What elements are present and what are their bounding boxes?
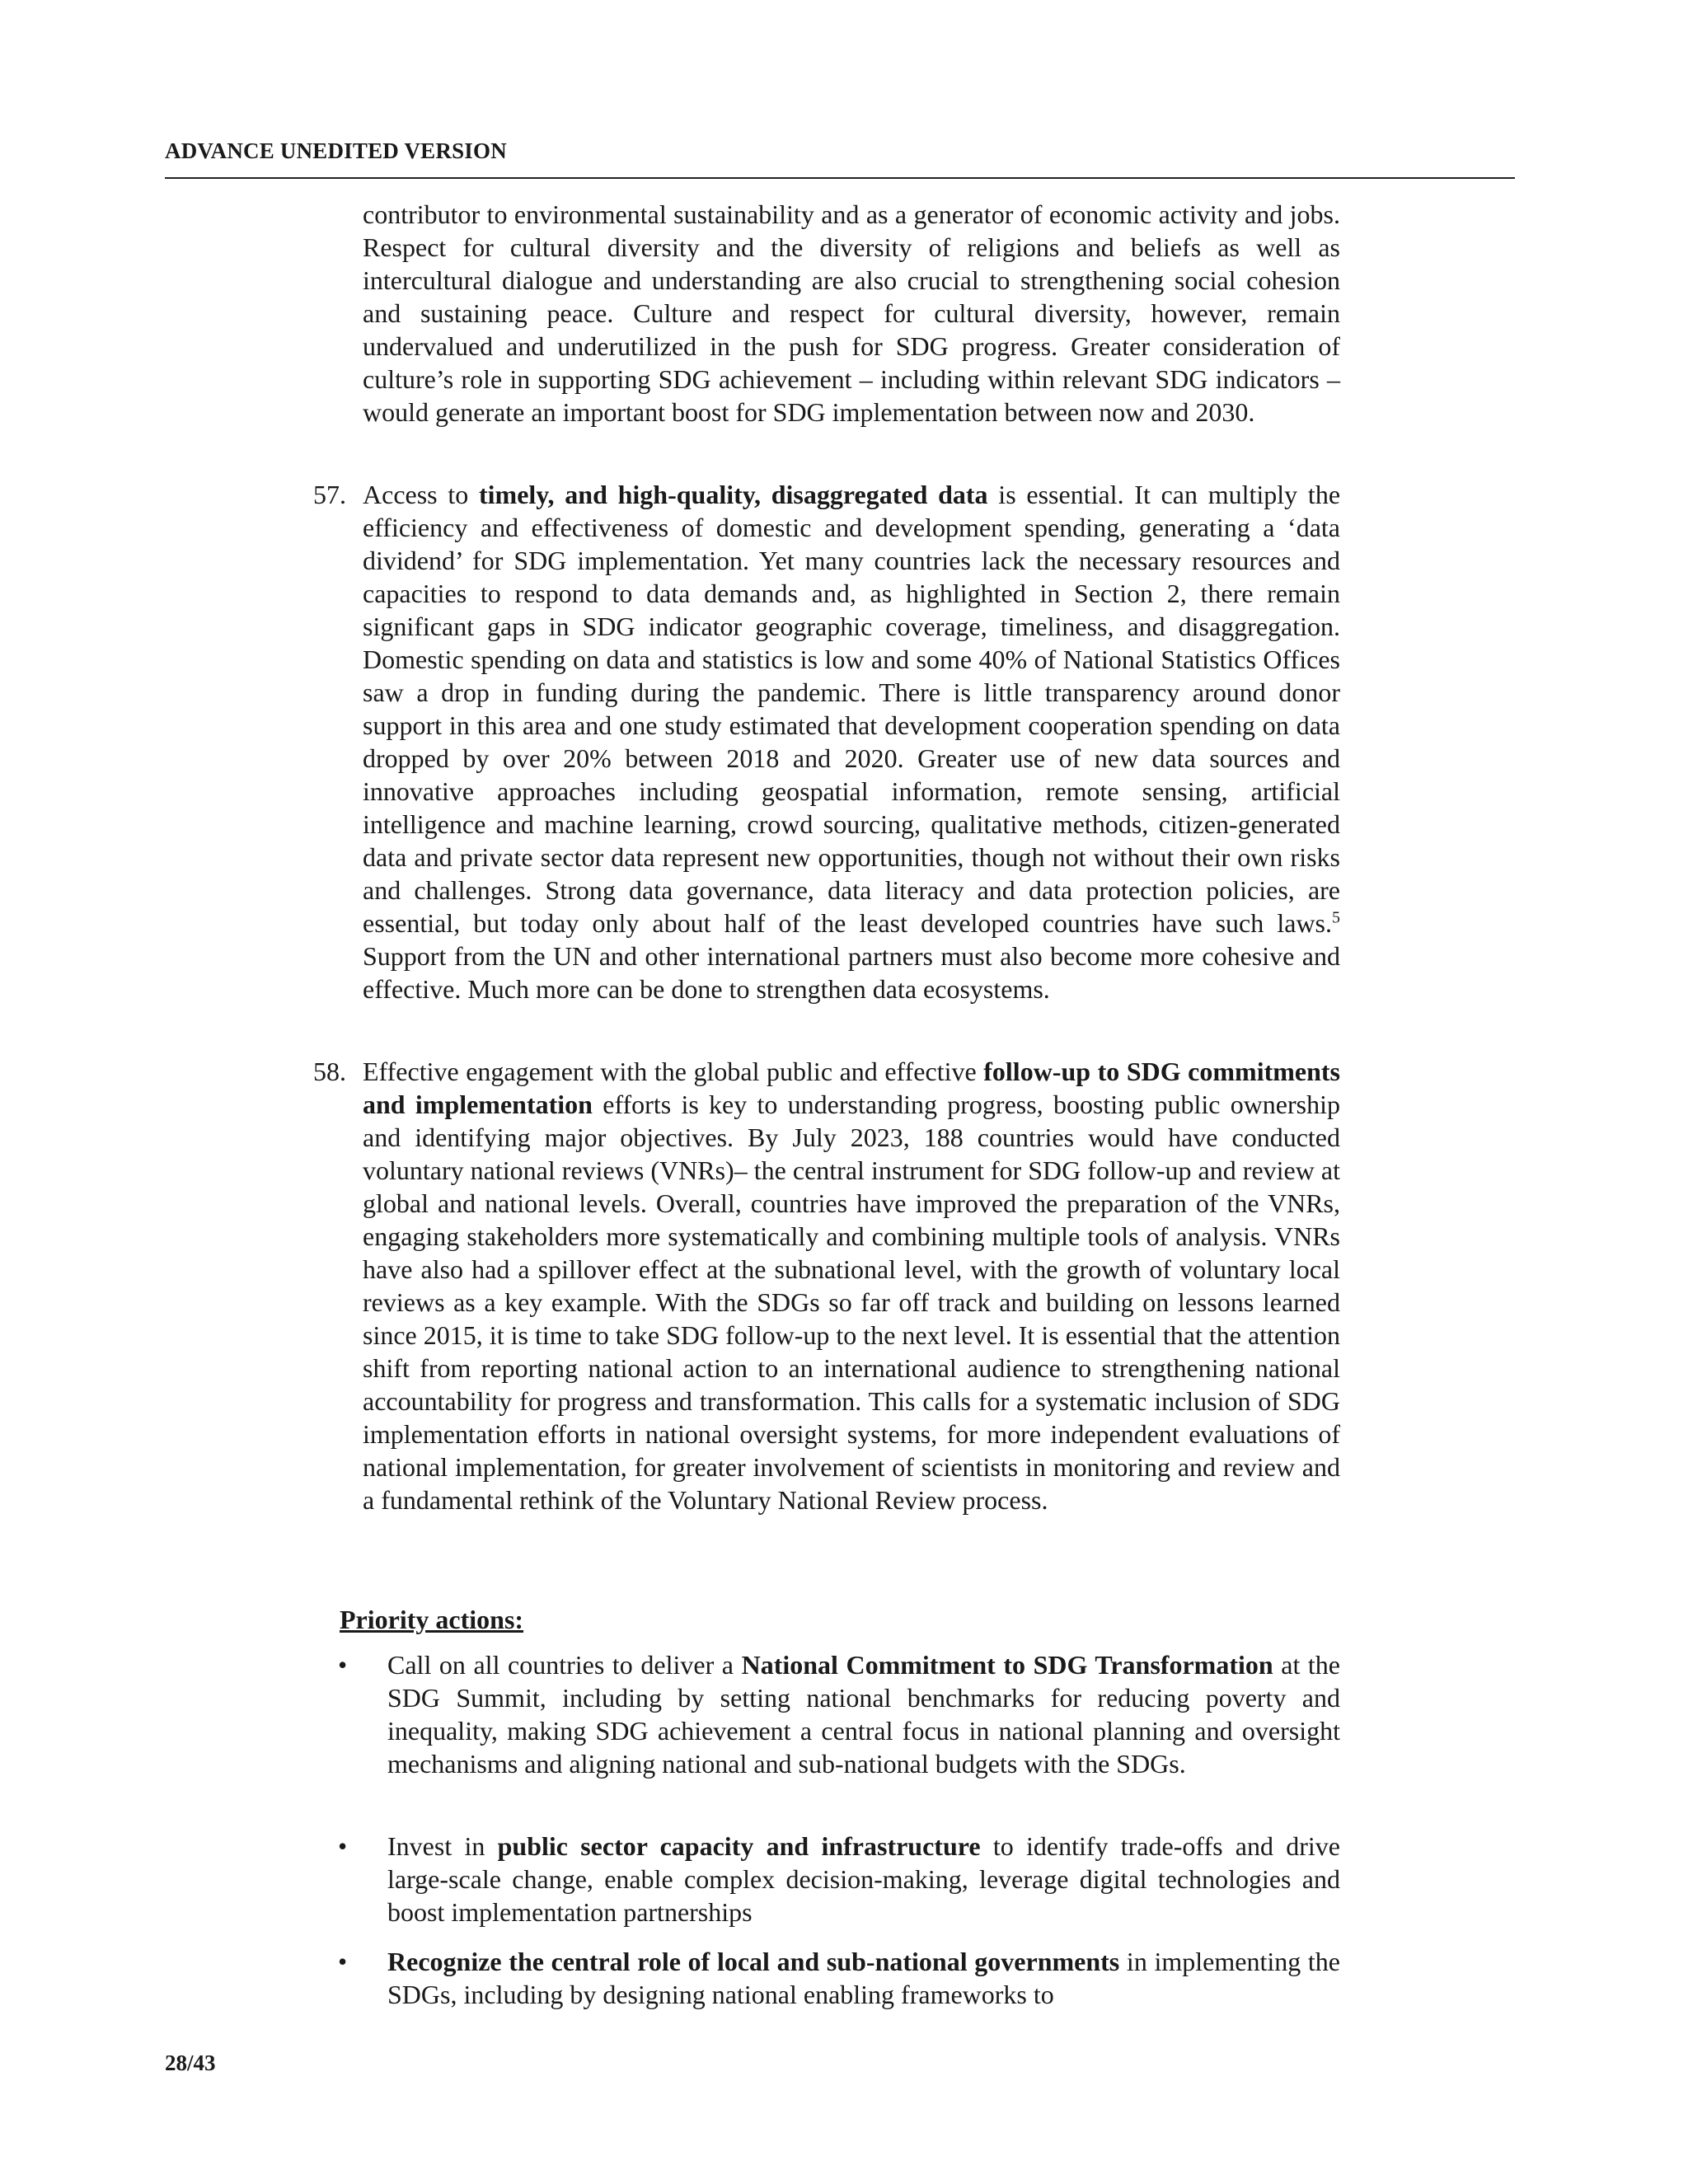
bullet-text-start: Invest in [387,1831,498,1861]
bullet-text-end: in implementing the SDGs, including by designing national enabling frameworks to [387,1947,1340,2009]
bullet-bold-phrase: National Commitment to SDG Transformation [741,1650,1273,1680]
p57-text-end: Support from the UN and other international partners must also become more cohesive and effective. Much more can be done to strengthen data ecosystems. [363,941,1340,1004]
document-header: ADVANCE UNEDITED VERSION [165,138,507,163]
footnote-ref-5[interactable]: 5 [1332,908,1340,927]
bullet-symbol: • [338,1650,348,1680]
bullet-bold-phrase: Recognize the central role of local and sub-national governments [387,1947,1120,1976]
bullet-text-start: Call on all countries to deliver a [387,1650,742,1680]
paragraph-number-57: 57. [313,480,346,509]
paragraph-58 [363,1055,1340,1516]
page-number: 28/43 [165,2050,216,2075]
paragraph-number-58: 58. [313,1057,346,1086]
priority-action-item [387,1648,1340,1780]
p58-bold-phrase: follow-up to SDG commitments and implementation [363,1057,1341,1119]
p58-text-body: efforts is key to understanding progress, boosting public ownership and identifying major objectives. By July 2023, 188 countries would have conducted voluntary national reviews (VNRs)– the central instrument for SDG follow-up and review at global and national levels. Overall, countries have improved the preparation of the VNRs, engaging stakeholders more systematically and combining multiple tools of analysis. VNRs have also had a spillover effect at the subnational level, with the growth of voluntary local reviews as a key example. With the SDGs so far off track and building on lessons learned since 2015, it is time to take SDG follow-up to the next level. It is essential that the attention shift from reporting national action to an international audience to strengthening national accountability for progress and transformation. This calls for a systematic inclusion of SDG implementation efforts in national oversight systems, for more independent evaluations of national implementation, for greater involvement of scientists in monitoring and review and a fundamental rethink of the Voluntary National Review process. [363,1090,1341,1515]
bullet-text-end: to identify trade-offs and drive large-scale change, enable complex decision-making, leverage digital technologies and boost implementation partnerships [387,1831,1341,1927]
priority-action-item [387,1830,1340,1929]
paragraph-57 [363,478,1340,1005]
continuation-paragraph: contributor to environmental sustainability and as a generator of economic activity and jobs. Respect for cultural diversity and the diversity of religions and beliefs as well as intercultural dialogue and understanding are also crucial to strengthening social cohesion and sustaining peace. Culture and respect for cultural diversity, however, remain undervalued and underutilized in the push for SDG progress. Greater consideration of culture’s role in supporting SDG achievement – including within relevant SDG indicators – would generate an important boost for SDG implementation between now and 2030. [363,199,1340,427]
bullet-symbol: • [338,1831,348,1861]
header-divider [165,177,1515,179]
p57-bold-phrase: timely, and high-quality, disaggregated data [479,480,988,509]
p58-text-start: Effective engagement with the global public and effective [363,1057,984,1086]
p57-text-body: is essential. It can multiply the efficiency and effectiveness of domestic and development spending, generating a ‘data dividend’ for SDG implementation. Yet many countries lack the necessary resources and capacities to respond to data demands and, as highlighted in Section 2, there remain significant gaps in SDG indicator geographic coverage, timeliness, and disaggregation. Domestic spending on data and statistics is low and some 40% of National Statistics Offices saw a drop in funding during the pandemic. There is little transparency around donor support in this area and one study estimated that development cooperation spending on data dropped by over 20% between 2018 and 2020. Greater use of new data sources and innovative approaches including geospatial information, remote sensing, artificial intelligence and machine learning, crowd sourcing, qualitative methods, citizen-generated data and private sector data represent new opportunities, though not without their own risks and challenges. Strong data governance, data literacy and data protection policies, are essential, but today only about half of the least developed countries have such laws. [363,480,1341,938]
bullet-bold-phrase: public sector capacity and infrastructure [497,1831,981,1861]
priority-actions-heading: Priority actions: [340,1605,524,1634]
priority-action-item [387,1945,1340,2011]
bullet-text-end: at the SDG Summit, including by setting national benchmarks for reducing poverty and inequality, making SDG achievement a central focus in national planning and oversight mechanisms and aligning national and sub-national budgets with the SDGs. [387,1650,1341,1779]
p57-text-start: Access to [363,480,479,509]
bullet-symbol: • [338,1947,348,1976]
